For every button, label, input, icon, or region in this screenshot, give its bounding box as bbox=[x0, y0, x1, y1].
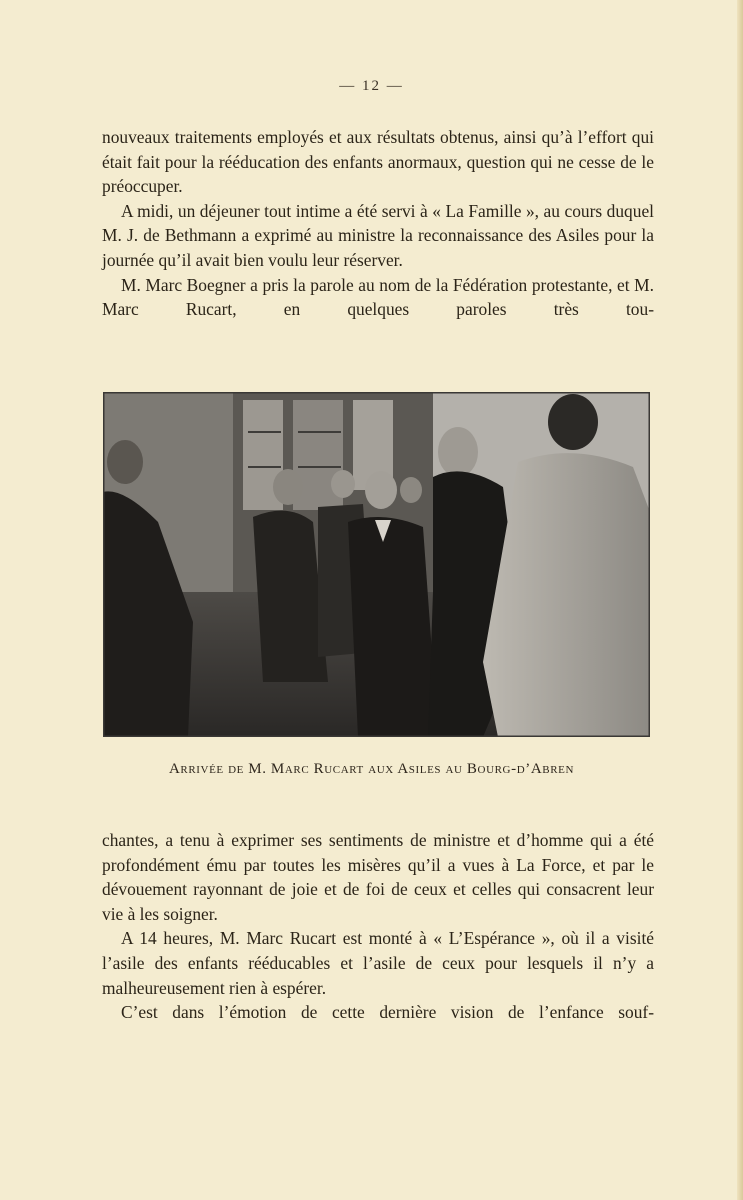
bottom-text-block bbox=[102, 828, 654, 1025]
paragraph: chantes, a tenu à exprimer ses sentiments de ministre et d’homme qui a été profondément ému par toutes les misères qu’il a vues à La Force, et par le dévouement rayonnant de joie et de foi de ceux et celles qui consacrent leur vie à les soigner. bbox=[102, 830, 654, 924]
photograph bbox=[103, 392, 650, 737]
paragraph: nouveaux traitements employés et aux résultats obtenus, ainsi qu’à l’effort qui était fait pour la rééducation des enfants anormaux, question qui ne cesse de le préoccuper. bbox=[102, 127, 654, 197]
paragraph: A 14 heures, M. Marc Rucart est monté à « L’Espérance », où il a visité l’asile des enfants rééducables et l’asile de ceux pour lesquels il n’y a malheureusement rien à espérer. bbox=[102, 928, 654, 998]
page-number: — 12 — bbox=[339, 78, 404, 94]
top-text-block bbox=[102, 125, 654, 322]
photo-caption: Arrivée de M. Marc Rucart aux Asiles au Bourg-d’Abren bbox=[168, 761, 575, 777]
paragraph: A midi, un déjeuner tout intime a été servi à « La Famille », au cours duquel M. J. de Bethmann a exprimé au ministre la reconnaissance des Asiles pour la journée qu’il avait bien voulu leur réserver. bbox=[102, 200, 654, 270]
photograph-image bbox=[103, 392, 650, 737]
page-edge bbox=[737, 0, 743, 1200]
paragraph: M. Marc Boegner a pris la parole au nom de la Fédération protestante, et M. Marc Rucart, en quelques paroles très tou- bbox=[102, 274, 654, 320]
paragraph: C’est dans l’émotion de cette dernière vision de l’enfance souf- bbox=[121, 1002, 654, 1023]
